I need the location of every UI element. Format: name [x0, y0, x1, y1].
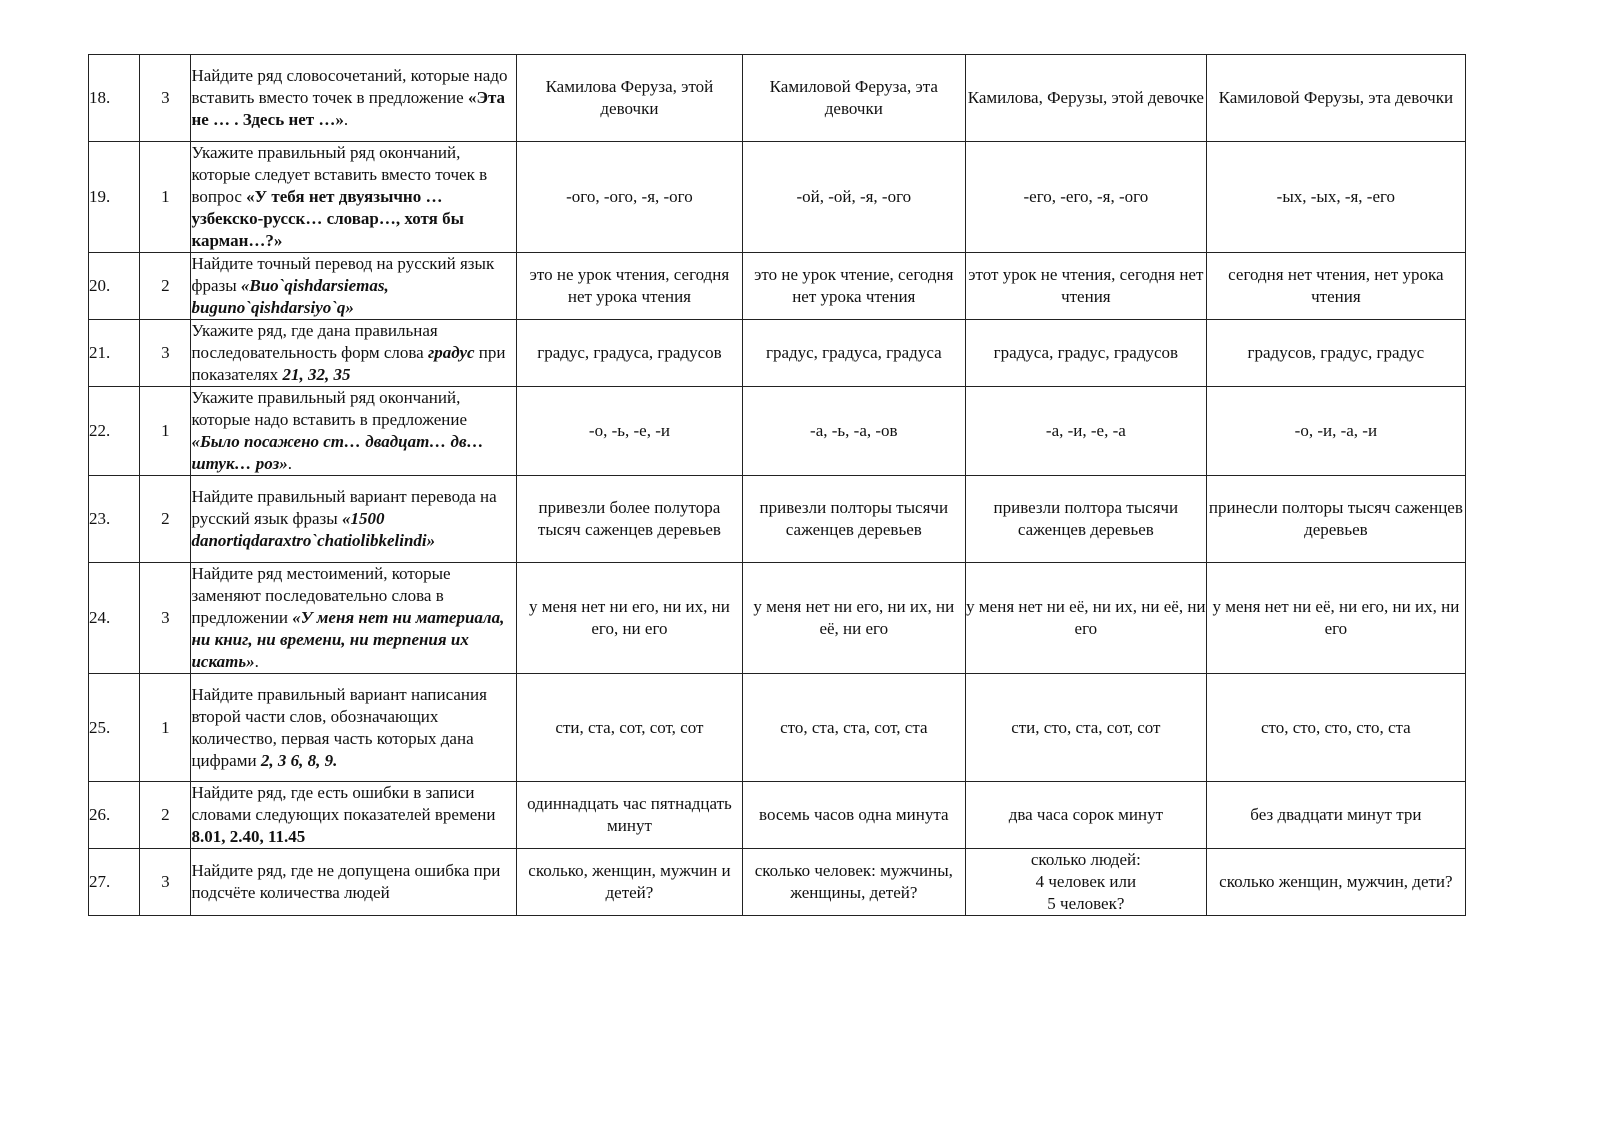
answer-option-3: градуса, градус, градусов: [965, 320, 1206, 387]
question-text-segment: Найдите ряд, где не допущена ошибка при подсчёте количества людей: [191, 861, 501, 902]
answer-option-4: градусов, градус, градус: [1206, 320, 1465, 387]
question-text-segment: «Было посажено ст… двадцат… дв… штук… роз»: [191, 432, 484, 473]
answer-option-2: это не урок чтение, сегодня нет урока чтения: [742, 253, 965, 320]
question-number: 23.: [89, 476, 140, 563]
questions-table: [88, 54, 1466, 916]
question-number: 20.: [89, 253, 140, 320]
question-text: [191, 387, 517, 476]
difficulty-level: 3: [140, 320, 191, 387]
answer-option-2: у меня нет ни его, ни их, ни её, ни его: [742, 563, 965, 674]
answer-option-1: Камилова Феруза, этой девочки: [517, 55, 742, 142]
question-text: [191, 142, 517, 253]
answer-option-1: привезли более полутора тысяч саженцев деревьев: [517, 476, 742, 563]
answer-option-1: у меня нет ни его, ни их, ни его, ни его: [517, 563, 742, 674]
question-text-segment: Укажите правильный ряд окончаний, которые надо вставить в предложение: [191, 388, 467, 429]
answer-option-2: привезли полторы тысячи саженцев деревьев: [742, 476, 965, 563]
difficulty-level: 1: [140, 142, 191, 253]
question-text-segment: 2, 3 6, 8, 9.: [260, 750, 338, 770]
answer-option-4: без двадцати минут три: [1206, 782, 1465, 849]
answer-option-1: это не урок чтения, сегодня нет урока чтения: [517, 253, 742, 320]
table-row: [89, 563, 1466, 674]
answer-option-3: два часа сорок минут: [965, 782, 1206, 849]
difficulty-level: 3: [140, 849, 191, 916]
table-row: [89, 674, 1466, 782]
table-row: [89, 55, 1466, 142]
difficulty-level: 1: [140, 387, 191, 476]
table-row: [89, 782, 1466, 849]
question-text-segment: «1500 danortiqdaraxtro`chatiolibkelindi»: [191, 509, 436, 550]
question-text-segment: Найдите правильный вариант перевода на русский язык фразы: [191, 487, 497, 528]
answer-option-3: Камилова, Ферузы, этой девочке: [965, 55, 1206, 142]
answer-option-4: сегодня нет чтения, нет урока чтения: [1206, 253, 1465, 320]
answer-option-2: восемь часов одна минута: [742, 782, 965, 849]
question-number: 27.: [89, 849, 140, 916]
answer-option-1: -ого, -ого, -я, -ого: [517, 142, 742, 253]
question-text-segment: .: [287, 454, 292, 473]
question-text-segment: при показателях: [191, 343, 506, 384]
table-row: [89, 387, 1466, 476]
question-text: [191, 782, 517, 849]
answer-option-4: Камиловой Ферузы, эта девочки: [1206, 55, 1465, 142]
question-text: [191, 55, 517, 142]
answer-option-2: -а, -ь, -а, -ов: [742, 387, 965, 476]
question-text-segment: Найдите ряд словосочетаний, которые надо вставить вместо точек в предложение: [191, 66, 508, 107]
table-row: [89, 142, 1466, 253]
answer-option-4: сколько женщин, мужчин, дети?: [1206, 849, 1465, 916]
table-row: [89, 476, 1466, 563]
question-text-segment: .: [343, 110, 349, 129]
answer-option-3: -его, -его, -я, -ого: [965, 142, 1206, 253]
answer-option-2: градус, градуса, градуса: [742, 320, 965, 387]
answer-option-4: принесли полторы тысяч саженцев деревьев: [1206, 476, 1465, 563]
question-text: [191, 849, 517, 916]
question-text-segment: Найдите ряд, где есть ошибки в записи словами следующих показателей времени: [191, 783, 496, 824]
answer-option-4: -о, -и, -а, -и: [1206, 387, 1465, 476]
answer-option-4: -ых, -ых, -я, -его: [1206, 142, 1465, 253]
answer-option-1: сколько, женщин, мужчин и детей?: [517, 849, 742, 916]
question-text-segment: «Buo`qishdarsiemas, buguno`qishdarsiyo`q»: [191, 276, 389, 317]
answer-option-1: одиннадцать час пятнадцать минут: [517, 782, 742, 849]
question-text-segment: «Эта не … . Здесь нет …»: [191, 88, 506, 129]
answer-option-3: этот урок не чтения, сегодня нет чтения: [965, 253, 1206, 320]
question-number: 22.: [89, 387, 140, 476]
table-row: [89, 849, 1466, 916]
answer-option-4: у меня нет ни её, ни его, ни их, ни его: [1206, 563, 1465, 674]
difficulty-level: 1: [140, 674, 191, 782]
answer-option-4: сто, сто, сто, сто, ста: [1206, 674, 1465, 782]
answer-option-3: у меня нет ни её, ни их, ни её, ни его: [965, 563, 1206, 674]
answer-option-3: -а, -и, -е, -а: [965, 387, 1206, 476]
question-text: [191, 253, 517, 320]
answer-option-2: сколько человек: мужчины, женщины, детей?: [742, 849, 965, 916]
answer-option-3: сти, сто, ста, сот, сот: [965, 674, 1206, 782]
question-text-segment: 21, 32, 35: [282, 365, 351, 384]
question-text-segment: Найдите ряд местоимений, которые заменяют последовательно слова в предложении: [191, 564, 451, 627]
question-text: [191, 320, 517, 387]
difficulty-level: 2: [140, 782, 191, 849]
question-text-segment: градус: [427, 343, 475, 362]
question-number: 24.: [89, 563, 140, 674]
question-number: 19.: [89, 142, 140, 253]
question-text: [191, 476, 517, 563]
answer-option-2: Камиловой Феруза, эта девочки: [742, 55, 965, 142]
answer-option-1: сти, ста, сот, сот, сот: [517, 674, 742, 782]
question-text-segment: «У меня нет ни материала, ни книг, ни времени, ни терпения их искать»: [191, 608, 505, 671]
answer-option-3: сколько людей: 4 человек или 5 человек?: [965, 849, 1206, 916]
question-number: 18.: [89, 55, 140, 142]
difficulty-level: 2: [140, 253, 191, 320]
question-text-segment: 8.01, 2.40, 11.45: [191, 827, 306, 846]
question-number: 25.: [89, 674, 140, 782]
question-text-segment: .: [254, 652, 259, 671]
question-text: [191, 563, 517, 674]
question-text-segment: Найдите правильный вариант написания второй части слов, обозначающих количество, первая часть которых дана цифрами: [191, 684, 487, 770]
questions-body: [89, 55, 1466, 916]
answer-option-3: привезли полтора тысячи саженцев деревьев: [965, 476, 1206, 563]
table-row: [89, 253, 1466, 320]
question-text-segment: Укажите правильный ряд окончаний, которые следует вставить вместо точек в вопрос: [191, 143, 488, 206]
difficulty-level: 3: [140, 563, 191, 674]
question-text-segment: Укажите ряд, где дана правильная последовательность форм слова: [191, 321, 438, 362]
answer-option-2: -ой, -ой, -я, -ого: [742, 142, 965, 253]
difficulty-level: 3: [140, 55, 191, 142]
question-text-segment: «У тебя нет двуязычно … узбекско-русск… словар…, хотя бы карман…?»: [191, 187, 464, 250]
question-text: [191, 674, 517, 782]
table-row: [89, 320, 1466, 387]
answer-option-1: градус, градуса, градусов: [517, 320, 742, 387]
question-number: 21.: [89, 320, 140, 387]
answer-option-1: -о, -ь, -е, -и: [517, 387, 742, 476]
difficulty-level: 2: [140, 476, 191, 563]
answer-option-2: сто, ста, ста, сот, ста: [742, 674, 965, 782]
question-number: 26.: [89, 782, 140, 849]
question-text-segment: Найдите точный перевод на русский язык фразы: [191, 254, 495, 295]
